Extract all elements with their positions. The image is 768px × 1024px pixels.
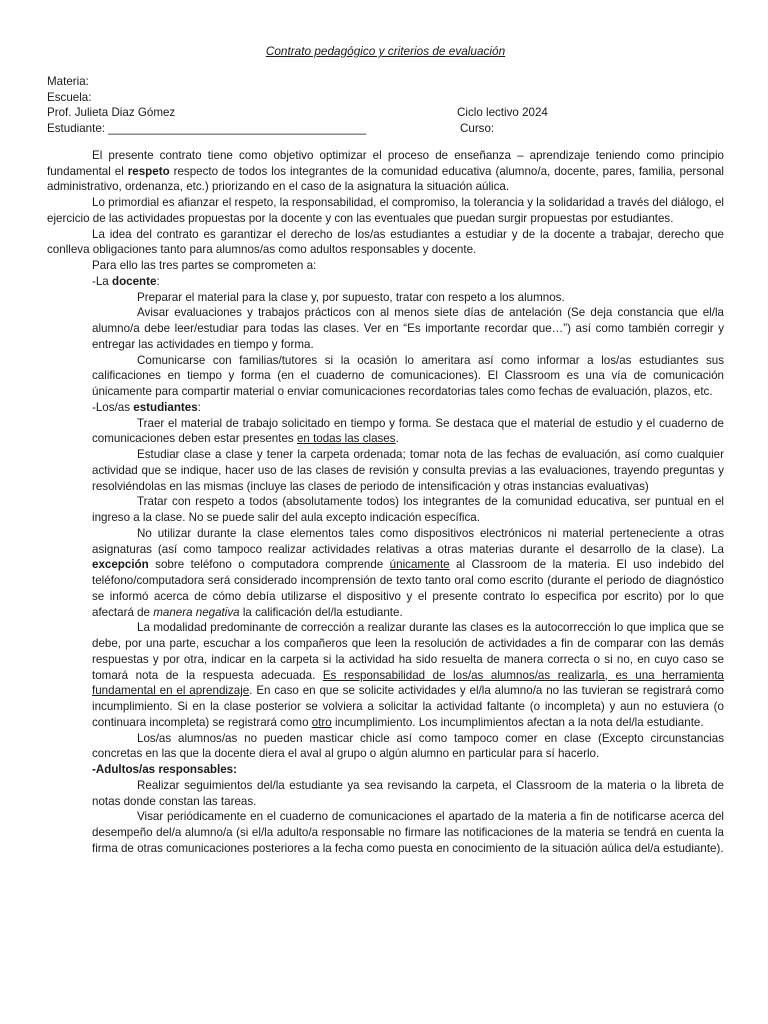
heading-suffix: : — [197, 400, 201, 414]
item-text: No utilizar durante la clase elementos tales como dispositivos electrónicos ni material perteneciente a otras asignaturas (así como tampoco realizar actividades relativas a otras materias durante el desarrollo de la clase). La — [92, 526, 724, 556]
header-fields — [47, 74, 724, 137]
estudiantes-item: Los/as alumnos/as no pueden masticar chicle así como tampoco comer en clase (Excepto circunstancias concretas en las que la docente diera el aval al grupo o algún alumno en particular para sí hacerlo. — [92, 731, 724, 761]
profesora-row — [47, 105, 724, 121]
intro-text: El presente contrato tiene como objetivo optimizar el proceso de enseñanza – aprendizaje teniendo como principio fundamental el — [47, 148, 724, 178]
profesora-name: Prof. Julieta Diaz Gómez — [47, 106, 176, 120]
estudiantes-item — [47, 620, 724, 730]
heading-suffix: : — [156, 274, 160, 288]
estudiantes-item — [47, 416, 724, 448]
materia-label: Materia: — [47, 74, 89, 88]
excepcion-bold: excepción — [92, 558, 149, 572]
adultos-item: Visar periódicamente en el cuaderno de comunicaciones el apartado de la materia a fin de notificarse acerca del desempeño del/a alumno/a (si el/la adulto/a responsable no firmare las notificaciones de la materia se tendrá en cuenta la firma de otras comunicaciones posteriores a la fecha como puesta en conocimiento de la situación aúlica del/a estudiante). — [92, 810, 724, 855]
underlined-text: Es responsabilidad de los/as alumnos/as realizarla, es una herramienta fundamental en el aprendizaje — [92, 668, 724, 698]
escuela-field — [47, 90, 724, 106]
estudiantes-item — [47, 526, 724, 621]
intro-paragraph-4: Para ello las tres partes se comprometen a: — [92, 259, 317, 272]
heading-bold: estudiantes — [133, 400, 198, 414]
adultos-item: Realizar seguimientos del/la estudiante ya sea revisando la carpeta, el Classroom de la materia o la libreta de notas donde constan las tareas. — [92, 778, 724, 808]
escuela-label: Escuela: — [47, 90, 92, 104]
item-text: al Classroom de la materia. El uso indebido del teléfono/computadora será considerado incomprensión de texto tanto oral como escrito (durante el periodo de diagnóstico se informó acerca de cómo debía utilizarse el dispositivo y el presente contrato lo especifica por escrito) por lo que afectará de — [92, 558, 725, 619]
underlined-text: otro — [311, 715, 332, 729]
intro-paragraph-3: La idea del contrato es garantizar el derecho de los/as estudiantes a estudiar y de la docente a trabajar, derecho que conlleva obligaciones tanto para alumnos/as como adultos responsables y docente. — [47, 227, 724, 257]
estudiantes-item: Tratar con respeto a todos (absolutamente todos) los integrantes de la comunidad educativa, ser puntual en el ingreso a la clase. No se puede salir del aula excepto indicación específica. — [92, 495, 724, 524]
materia-field — [47, 74, 724, 90]
item-text: la calificación del/la estudiante. — [239, 605, 403, 619]
heading-bold: docente — [111, 274, 157, 288]
intro-paragraph-2: Lo primordial es afianzar el respeto, la responsabilidad, el compromiso, la tolerancia y la solidaridad a través del diálogo, el ejercicio de las actividades propuestas por la docente y con las eventuales que puedan surgir propuestas por estudiantes. — [47, 196, 724, 225]
heading-prefix: -La — [92, 274, 112, 288]
ciclo-lectivo: Ciclo lectivo 2024 — [457, 106, 548, 120]
underlined-text: en todas las clases — [296, 432, 396, 446]
italic-text: manera negativa — [153, 605, 240, 619]
document-title: Contrato pedagógico y criterios de evaluación — [265, 44, 506, 58]
respeto-bold: respeto — [127, 164, 170, 178]
docente-heading — [47, 274, 724, 290]
item-text: La modalidad predominante de corrección a realizar durante las clases es la autocorrección lo que implica que se debe, por una parte, escuchar a los compañeros que leen la resolución de actividades a fin de comparar con las demás respuestas y por otra, indicar en la carpeta si la actividad ha sido resuelta de manera correcta o si no, en cuyo caso se tomará nota de la respuesta adecuada. — [92, 621, 724, 682]
estudiante-field: Estudiante: ________________________________________ — [47, 122, 367, 135]
docente-item: Avisar evaluaciones y trabajos prácticos con al menos siete días de antelación (Se deja constancia que el/la alumno/a debe leer/estudiar para todas las clases. Ver en “Es importante recordar que…”) así como también corregir y entregar las actividades en tiempo y forma. — [92, 306, 724, 351]
docente-item: Comunicarse con familias/tutores si la ocasión lo ameritara así como informar a los/as estudiantes sus calificaciones en tiempo y forma (en el cuaderno de comunicaciones). El Classroom es una vía de comunicación únicamente para compartir material o enviar comunicaciones recordatorias tales como fechas de evaluación, plazos, etc. — [92, 353, 724, 398]
estudiantes-heading — [47, 400, 724, 416]
intro-paragraph-1 — [47, 148, 724, 195]
item-text: incumplimiento. Los incumplimientos afectan a la nota del/la estudiante. — [331, 715, 704, 729]
item-text: . — [395, 432, 399, 446]
underlined-text: únicamente — [389, 558, 450, 572]
item-text: sobre teléfono o computadora comprende — [148, 558, 390, 572]
adultos-heading: -Adultos/as responsables: — [92, 763, 237, 776]
estudiante-row — [47, 121, 724, 137]
item-text: . En caso en que se solicite actividades y el/la alumno/a no las tuvieran se registrará como incumplimiento. Si en la clase posterior se volviera a solicitar la actividad faltante (o incompleta) y aun no estuviera (o continuara incompleta) se registrará como — [92, 684, 725, 729]
item-text: Traer el material de trabajo solicitado en tiempo y forma. Se destaca que el material de estudio y el cuaderno de comunicaciones deben estar presentes — [92, 416, 724, 446]
estudiantes-item: Estudiar clase a clase y tener la carpeta ordenada; tomar nota de las fechas de evaluación, así como cualquier actividad que se indique, hacer uso de las clases de revisión y consulta previas a las evaluaciones, trayendo preguntas y resolviéndolas en las mismas (incluye las clases de periodo de intensificación y otras instancias evaluativas) — [92, 448, 724, 493]
curso-field: Curso: — [460, 122, 495, 135]
intro-text-cont: respecto de todos los integrantes de la comunidad educativa (alumno/a, docente, pares, familia, personal administrativo, ordenanza, etc.) priorizando en el caso de la asignatura la situación aúlica. — [47, 164, 724, 194]
heading-prefix: -Los/as — [92, 400, 134, 414]
docente-item: Preparar el material para la clase y, por supuesto, tratar con respeto a los alumnos. — [137, 290, 565, 304]
